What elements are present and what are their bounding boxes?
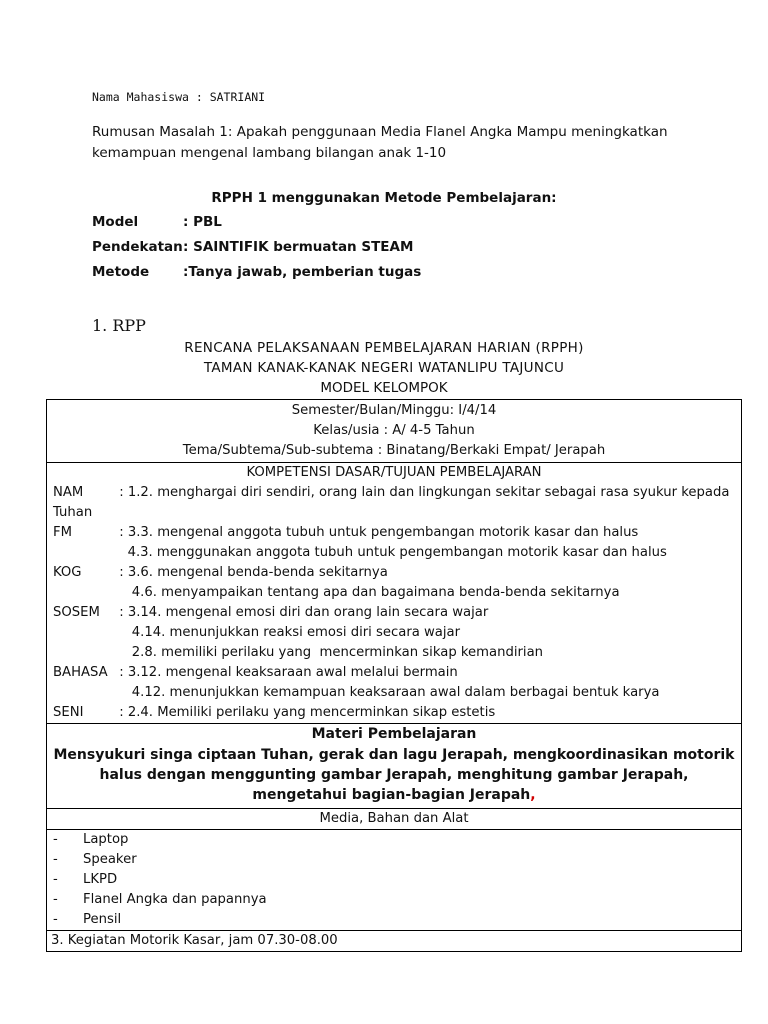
- kd-text: 4.12. menunjukkan kemampuan keaksaraan awal dalam berbagai bentuk karya: [115, 685, 660, 700]
- kegiatan-text: 3. Kegiatan Motorik Kasar, jam 07.30-08.00: [47, 931, 742, 952]
- media-item-label: Pensil: [83, 912, 122, 927]
- materi-end-mark: ,: [530, 787, 536, 803]
- materi-title: Materi Pembelajaran: [311, 726, 477, 742]
- kd-line: [53, 703, 735, 723]
- kd-line: [53, 483, 735, 503]
- kd-list: [53, 483, 735, 723]
- kd-label: [53, 583, 115, 603]
- kd-title: KOMPETENSI DASAR/TUJUAN PEMBELAJARAN: [246, 465, 542, 480]
- kd-label: [53, 623, 115, 643]
- kd-label: SENI: [53, 705, 84, 720]
- kd-line: [53, 683, 735, 703]
- materi-body: Mensyukuri singa ciptaan Tuhan, gerak dan lagu Jerapah, mengkoordinasikan motorik halus dengan menggunting gambar Jerapah, menghitung gambar Jerapah, mengetahui bagian-bagian Jerapah: [53, 747, 735, 803]
- semester-text: Semester/Bulan/Minggu: I/4/14: [291, 403, 497, 418]
- problem-statement-line-2: kemampuan mengenal lambang bilangan anak 1-10: [92, 145, 447, 161]
- kd-label: [53, 643, 115, 663]
- kd-text: : 3.12. mengenal keaksaraan awal melalui bermain: [115, 665, 458, 680]
- kd-label: BAHASA: [53, 665, 108, 680]
- theme-text: Tema/Subtema/Sub-subtema : Binatang/Berkaki Empat/ Jerapah: [182, 443, 606, 458]
- media-title: Media, Bahan dan Alat: [47, 809, 742, 830]
- media-item: - Pensil: [53, 910, 735, 930]
- kd-line: [53, 583, 735, 603]
- method-value-metode: :Tanya jawab, pemberian tugas: [183, 264, 422, 280]
- kd-text: 4.14. menunjukkan reaksi emosi diri secara wajar: [115, 625, 461, 640]
- media-title-row: [47, 809, 742, 830]
- method-label-pendekatan: Pendekatan: [92, 239, 183, 255]
- kd-text: : 1.2. menghargai diri sendiri, orang lain dan lingkungan sekitar sebagai rasa syukur kepada: [115, 485, 730, 500]
- media-item: - Speaker: [53, 850, 735, 870]
- media-list-row: [47, 830, 742, 931]
- kd-line: [53, 623, 735, 643]
- media-item: - Flanel Angka dan papannya: [53, 890, 735, 910]
- kd-text: 2.8. memiliki perilaku yang mencerminkan sikap kemandirian: [115, 645, 544, 660]
- kd-text: : 3.14. mengenal emosi diri dan orang lain secara wajar: [115, 605, 489, 620]
- media-item-label: Flanel Angka dan papannya: [83, 892, 267, 907]
- model-title: MODEL KELOMPOK: [320, 380, 448, 396]
- kd-line: [53, 523, 735, 543]
- kd-label: Tuhan: [53, 505, 93, 520]
- kd-label: NAM: [53, 485, 84, 500]
- materi-text: [51, 744, 737, 808]
- kd-row: [47, 463, 742, 724]
- method-label-model: Model: [92, 214, 139, 230]
- method-value-pendekatan: : SAINTIFIK bermuatan STEAM: [183, 239, 414, 255]
- media-item: - LKPD: [53, 870, 735, 890]
- student-name: Nama Mahasiswa : SATRIANI: [92, 90, 266, 104]
- method-label-metode: Metode: [92, 264, 150, 280]
- kd-line: [53, 563, 735, 583]
- kd-text: 4.6. menyampaikan tentang apa dan bagaimana benda-benda sekitarnya: [115, 585, 620, 600]
- school-name: TAMAN KANAK-KANAK NEGERI WATANLIPU TAJUNCU: [203, 360, 565, 376]
- kegiatan-row: [47, 931, 742, 952]
- media-item-label: Laptop: [83, 832, 129, 847]
- kd-line: [53, 543, 735, 563]
- kd-text: : 3.3. mengenal anggota tubuh untuk pengembangan motorik kasar dan halus: [115, 525, 639, 540]
- kd-label: KOG: [53, 565, 82, 580]
- class-age-text: Kelas/usia : A/ 4-5 Tahun: [313, 423, 475, 438]
- kd-label: [53, 543, 115, 563]
- kd-text: : 2.4. Memiliki perilaku yang mencerminkan sikap estetis: [115, 705, 496, 720]
- kd-label: [53, 683, 115, 703]
- kd-line: [53, 643, 735, 663]
- kd-text: : 3.6. mengenal benda-benda sekitarnya: [115, 565, 388, 580]
- kd-label: SOSEM: [53, 605, 100, 620]
- section-number: 1. RPP: [92, 316, 146, 335]
- media-item-label: Speaker: [83, 852, 137, 867]
- kd-line: [53, 663, 735, 683]
- materi-row: [47, 724, 742, 809]
- problem-statement-line-1: Rumusan Masalah 1: Apakah penggunaan Media Flanel Angka Mampu meningkatkan: [92, 124, 668, 140]
- identity-row: [47, 400, 742, 463]
- kd-line: [53, 603, 735, 623]
- kd-line: [53, 503, 735, 523]
- rpph-table: [46, 399, 742, 952]
- rpph-method-title: RPPH 1 menggunakan Metode Pembelajaran:: [211, 190, 557, 206]
- method-value-model: : PBL: [183, 214, 222, 230]
- rpph-title: RENCANA PELAKSANAAN PEMBELAJARAN HARIAN (RPPH): [184, 340, 584, 356]
- kd-text: 4.3. menggunakan anggota tubuh untuk pengembangan motorik kasar dan halus: [115, 545, 667, 560]
- media-item-label: LKPD: [83, 872, 118, 887]
- kd-label: FM: [53, 525, 72, 540]
- media-item: - Laptop: [53, 830, 735, 850]
